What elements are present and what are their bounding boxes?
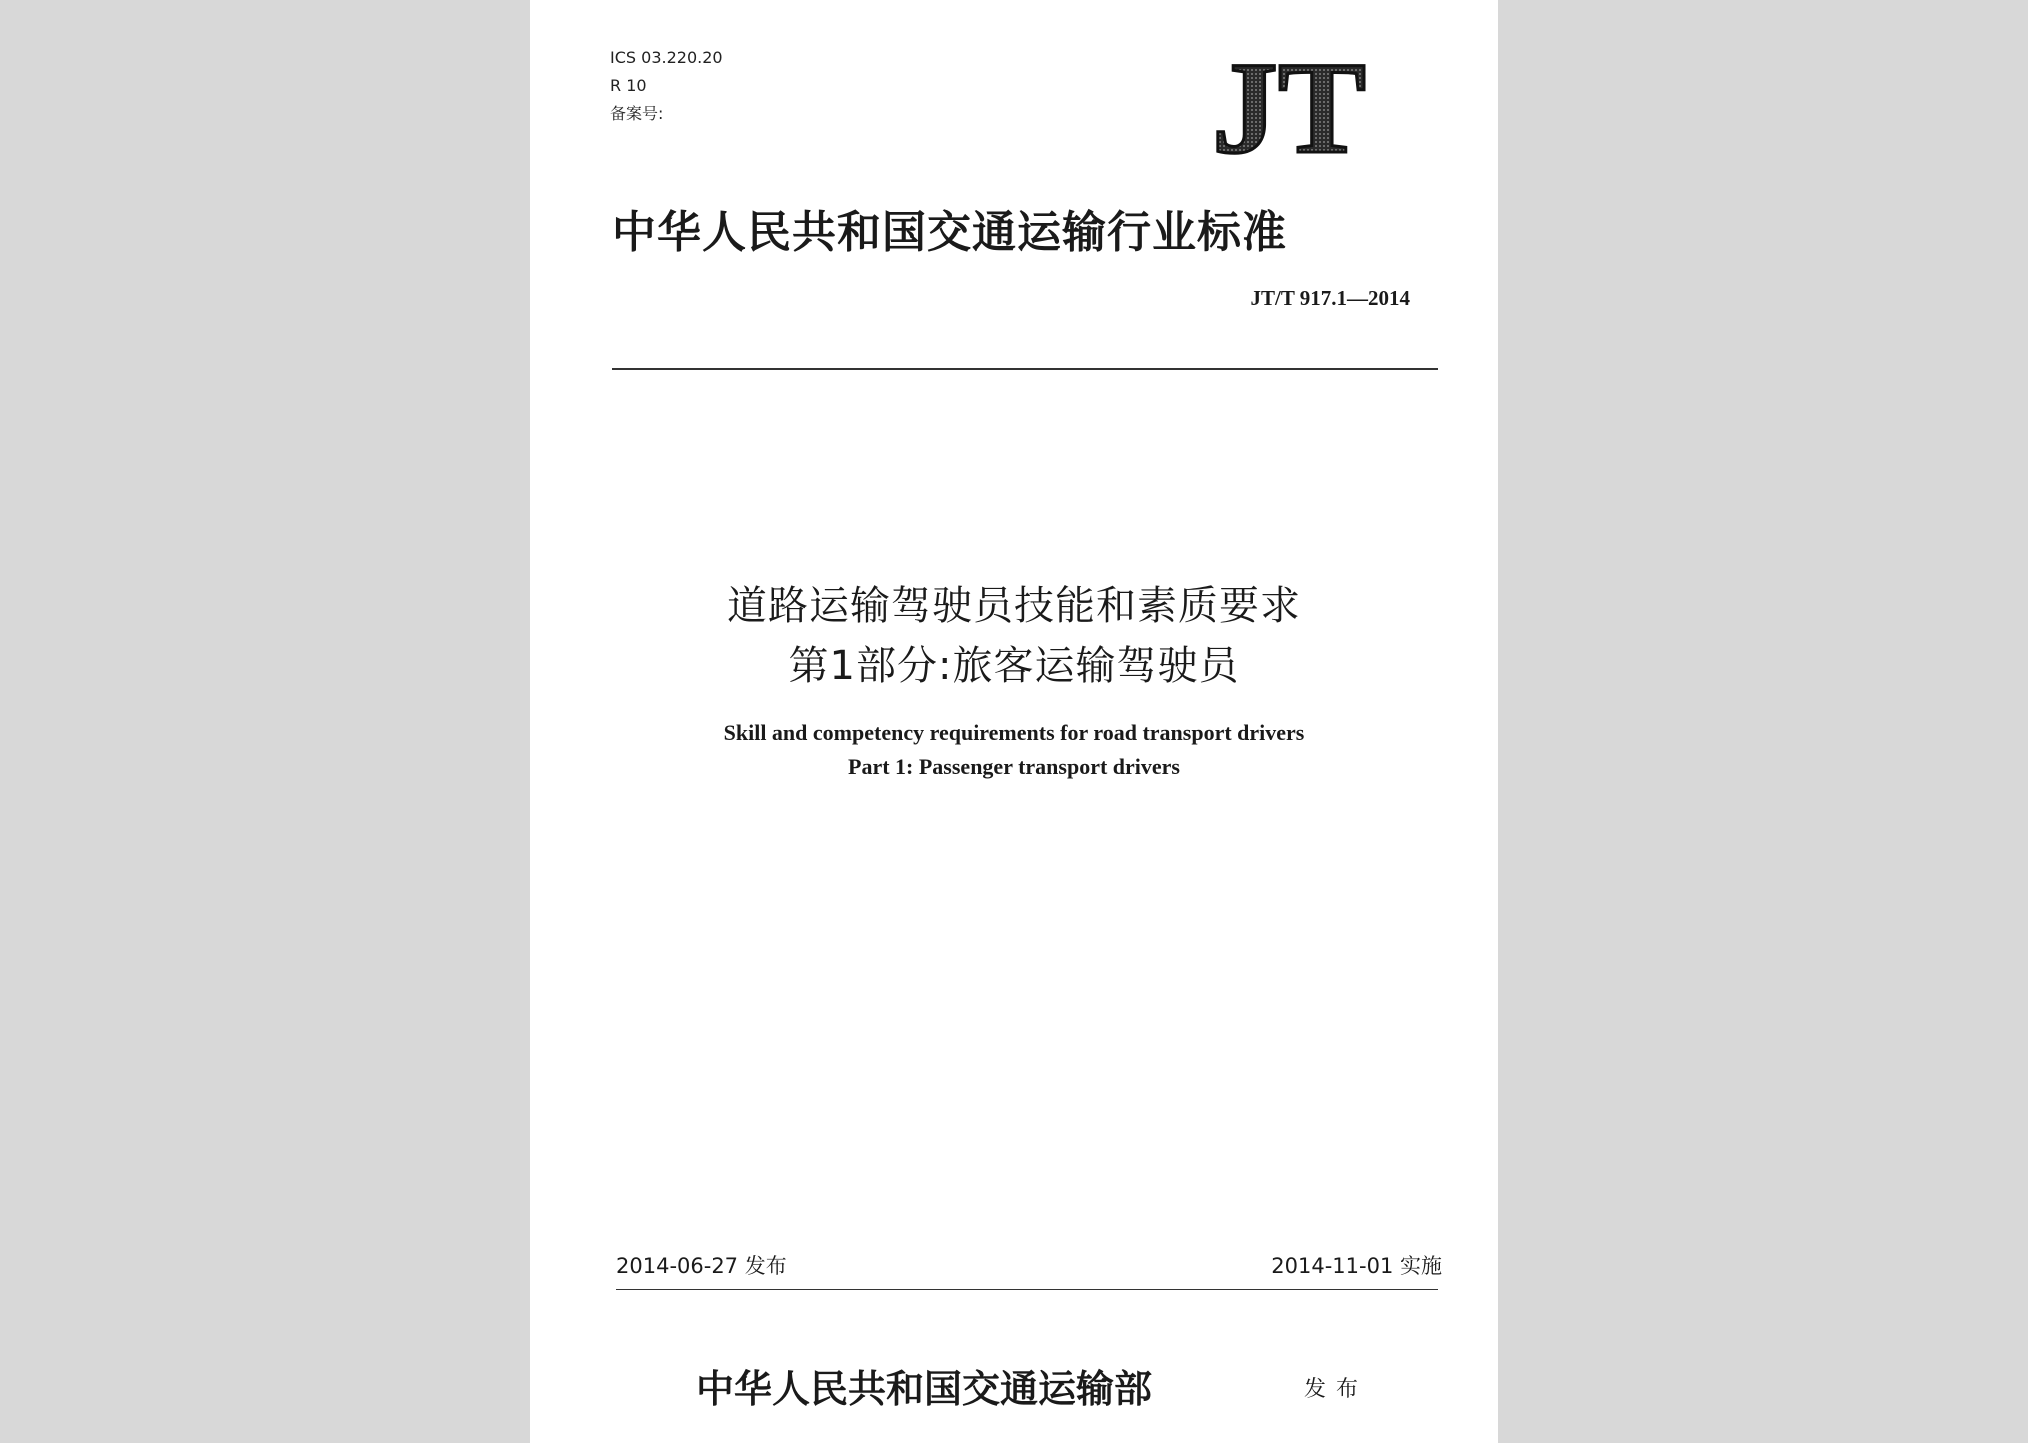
standard-number: JT/T 917.1—2014 [1250, 286, 1410, 310]
publisher-name: 中华人民共和国交通运输部 [696, 1366, 1153, 1411]
chinese-title-line-2: 第1部分:旅客运输驾驶员 [788, 643, 1240, 689]
jt-logo [1186, 52, 1392, 160]
english-title-line-2: Part 1: Passenger transport drivers [848, 754, 1180, 779]
ics-code: ICS 03.220.20 [610, 48, 723, 67]
footer-divider [616, 1289, 1438, 1290]
header-divider [612, 368, 1438, 370]
logo-text: JT [1211, 52, 1367, 160]
issue-date: 2014-06-27 发布 [616, 1254, 787, 1278]
chinese-title-line-1: 道路运输驾驶员技能和素质要求 [727, 583, 1301, 629]
document-page [530, 0, 1498, 1443]
classification-code: R 10 [610, 76, 647, 95]
industry-standard-title: 中华人民共和国交通运输行业标准 [612, 207, 1287, 258]
implementation-date: 2014-11-01 实施 [1271, 1254, 1442, 1278]
record-number-label: 备案号: [610, 104, 664, 123]
english-title-line-1: Skill and competency requirements for road transport drivers [723, 720, 1305, 745]
publisher-action: 发布 [1304, 1377, 1369, 1402]
